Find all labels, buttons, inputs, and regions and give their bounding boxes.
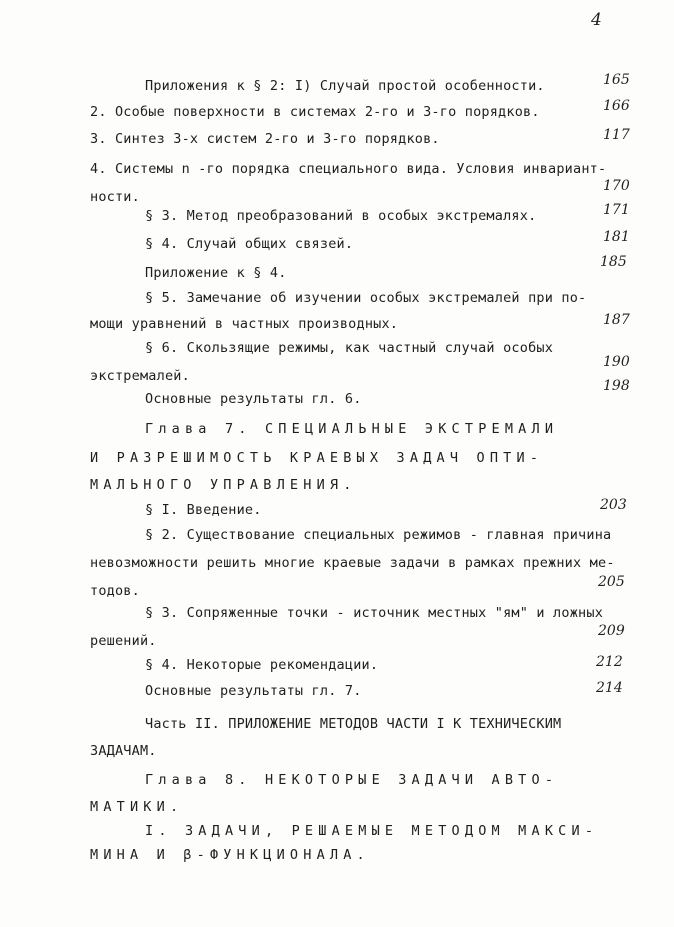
toc-line: решений.: [90, 633, 157, 649]
toc-page-number: 181: [603, 229, 630, 245]
toc-page-number: 171: [603, 202, 630, 218]
part-heading: Часть II. ПРИЛОЖЕНИЕ МЕТОДОВ ЧАСТИ I К ТЕХНИЧЕСКИМ: [145, 716, 562, 732]
toc-line: Основные результаты гл. 6.: [145, 391, 362, 407]
toc-line: § 4. Некоторые рекомендации.: [145, 657, 379, 673]
page-number: 4: [591, 10, 602, 30]
chapter-heading: И РАЗРЕШИМОСТЬ КРАЕВЫХ ЗАДАЧ ОПТИ-: [90, 450, 544, 466]
toc-line: § 3. Метод преобразований в особых экстремалях.: [145, 208, 537, 224]
toc-line: § 5. Замечание об изучении особых экстремалей при по-: [145, 290, 587, 306]
toc-page-number: 166: [603, 98, 630, 114]
toc-page-number: 117: [603, 127, 630, 143]
toc-line: 3. Синтез 3-х систем 2-го и 3-го порядков.: [90, 131, 440, 147]
toc-line: Приложение к § 4.: [145, 265, 287, 281]
toc-page-number: 205: [598, 574, 625, 590]
toc-page-number: 190: [603, 354, 630, 370]
toc-line: § 2. Существование специальных режимов - главная причина: [145, 527, 612, 543]
toc-page-number: 170: [603, 178, 630, 194]
part-heading: ЗАДАЧАМ.: [90, 743, 157, 759]
toc-page-number: 203: [600, 497, 627, 513]
toc-line: § 3. Сопряженные точки - источник местных "ям" и ложных: [145, 605, 604, 621]
toc-line: тодов.: [90, 583, 140, 599]
chapter-heading: МАТИКИ.: [90, 799, 184, 815]
toc-line: Основные результаты гл. 7.: [145, 683, 362, 699]
toc-page-number: 185: [600, 254, 627, 270]
toc-page-number: 187: [603, 312, 630, 328]
toc-page-number: 165: [603, 72, 630, 88]
toc-line: § 6. Скользящие режимы, как частный случай особых: [145, 340, 554, 356]
toc-line: 2. Особые поверхности в системах 2-го и 3-го порядков.: [90, 104, 540, 120]
chapter-heading: МАЛЬНОГО УПРАВЛЕНИЯ.: [90, 477, 357, 493]
chapter-heading: Глава 8. НЕКОТОРЫЕ ЗАДАЧИ АВТО-: [145, 772, 559, 788]
toc-line: мощи уравнений в частных производных.: [90, 316, 399, 332]
toc-page-number: 212: [596, 654, 623, 670]
toc-line: Приложения к § 2: I) Случай простой особенности.: [145, 78, 545, 94]
section-heading: МИНА И β-ФУНКЦИОНАЛА.: [90, 847, 370, 863]
toc-line: невозможности решить многие краевые задачи в рамках прежних ме-: [90, 555, 615, 571]
section-heading: I. ЗАДАЧИ, РЕШАЕМЫЕ МЕТОДОМ МАКСИ-: [145, 823, 599, 839]
toc-line: § 4. Случай общих связей.: [145, 236, 354, 252]
toc-line: экстремалей.: [90, 368, 190, 384]
chapter-heading: Глава 7. СПЕЦИАЛЬНЫЕ ЭКСТРЕМАЛИ: [145, 421, 559, 437]
toc-page-number: 209: [598, 623, 625, 639]
toc-line: 4. Системы n -го порядка специального вида. Условия инвариант-: [90, 161, 607, 177]
toc-line: § I. Введение.: [145, 502, 262, 518]
toc-line: ности.: [90, 189, 140, 205]
toc-page-number: 198: [603, 378, 630, 394]
toc-page-number: 214: [596, 680, 623, 696]
